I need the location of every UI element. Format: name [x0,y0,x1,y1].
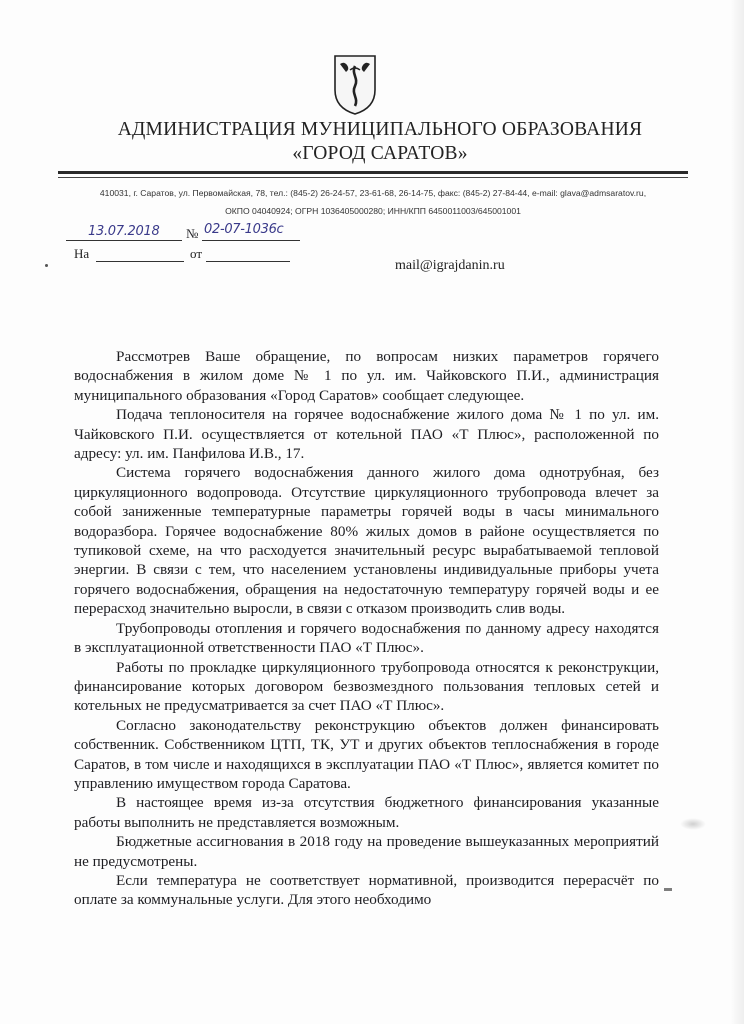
scan-mark [664,888,672,891]
letter-body [74,347,659,910]
header-divider-thick [58,171,688,174]
paragraph: Если температура не соответствует нормативной, производится перерасчёт по оплате за коммунальные услуги. Для этого необходимо [74,871,659,909]
reply-to-number-line [96,261,184,262]
paragraph: Бюджетные ассигнования в 2018 году на проведение вышеуказанных мероприятий не предусмотрены. [74,833,659,870]
header-divider-thin [58,177,688,178]
reply-to-date-label: от [190,246,203,261]
saratov-coat-of-arms-icon [330,52,380,116]
contacts-registration-codes: ОКПО 04040924; ОГРН 1036405000280; ИНН/КПП 6450011003/645001001 [225,206,521,216]
number-underline [202,240,300,241]
paragraph: Рассмотрев Ваше обращение, по вопросам низких параметров горячего водоснабжения в жилом доме № 1 по ул. им. Чайковского П.И., администрация муниципального образования «Город Саратов» сообщает следующее. [74,348,659,404]
paragraph: Работы по прокладке циркуляционного трубопровода относятся к реконструкции, финансирование которых договором безвозмездного пользования тепловых сетей и котельных не предусматривается за счет ПАО «Т Плюс». [74,658,659,715]
paragraph: В настоящее время из-за отсутствия бюджетного финансирования указанные работы выполнить не представляется возможным. [74,794,659,831]
scan-smudge [680,818,706,830]
recipient-email: mail@igrajdanin.ru [395,258,505,273]
reply-to-label: На [74,246,90,261]
margin-dot [45,264,48,267]
paragraph: Трубопроводы отопления и горячего водоснабжения по данному адресу находятся в эксплуатационной ответственности ПАО «Т Плюс». [74,619,659,657]
paragraph: Подача теплоносителя на горячее водоснабжение жилого дома № 1 по ул. им. Чайковского П.И. осуществляется от котельной ПАО «Т Плюс», расположенной по адресу: ул. им. Панфилова И.В., 17. [74,406,659,463]
date-underline [66,240,182,241]
paragraph: Система горячего водоснабжения данного жилого дома однотрубная, без циркуляционного водопровода. Отсутствие циркуляционного трубопровода влечет за собой заниженные температурные параметры горячей воды в часы минимального водоразбора. Горячее водоснабжение 80% жилых домов в районе осуществляется по тупиковой схеме, на что расходуется значительный ресурс вырабатываемой тепловой энергии. В связи с тем, что населением установлены индивидуальные приборы учета горячего водоснабжения, обращения на недостаточную температуру горячей воды и ее перерасход значительно выросли, в связи с отказом производить слив воды. [74,464,659,618]
organization-city: «ГОРОД САРАТОВ» [292,143,468,164]
organization-name: АДМИНИСТРАЦИЯ МУНИЦИПАЛЬНОГО ОБРАЗОВАНИЯ [117,119,643,140]
reply-to-date-line [206,261,290,262]
contacts-address: 410031, г. Саратов, ул. Первомайская, 78, тел.: (845-2) 26-24-57, 23-61-68, 26-14-75, факс: (845-2) 27-84-44, e-mail: glava@admsaratov.ru, [99,188,647,198]
handwritten-outgoing-number: 02-07-1036с [204,222,284,237]
page-edge-shadow [730,0,744,1024]
paragraph: Согласно законодательству реконструкцию объектов должен финансировать собственник. Собственником ЦТП, ТК, УТ и других объектов теплоснабжения в городе Саратов, в том числе и находящихся в эксплуатации ПАО «Т Плюс», является комитет по управлению имуществом города Саратова. [74,716,659,792]
handwritten-date: 13.07.2018 [88,224,160,239]
number-label: № [186,226,199,241]
